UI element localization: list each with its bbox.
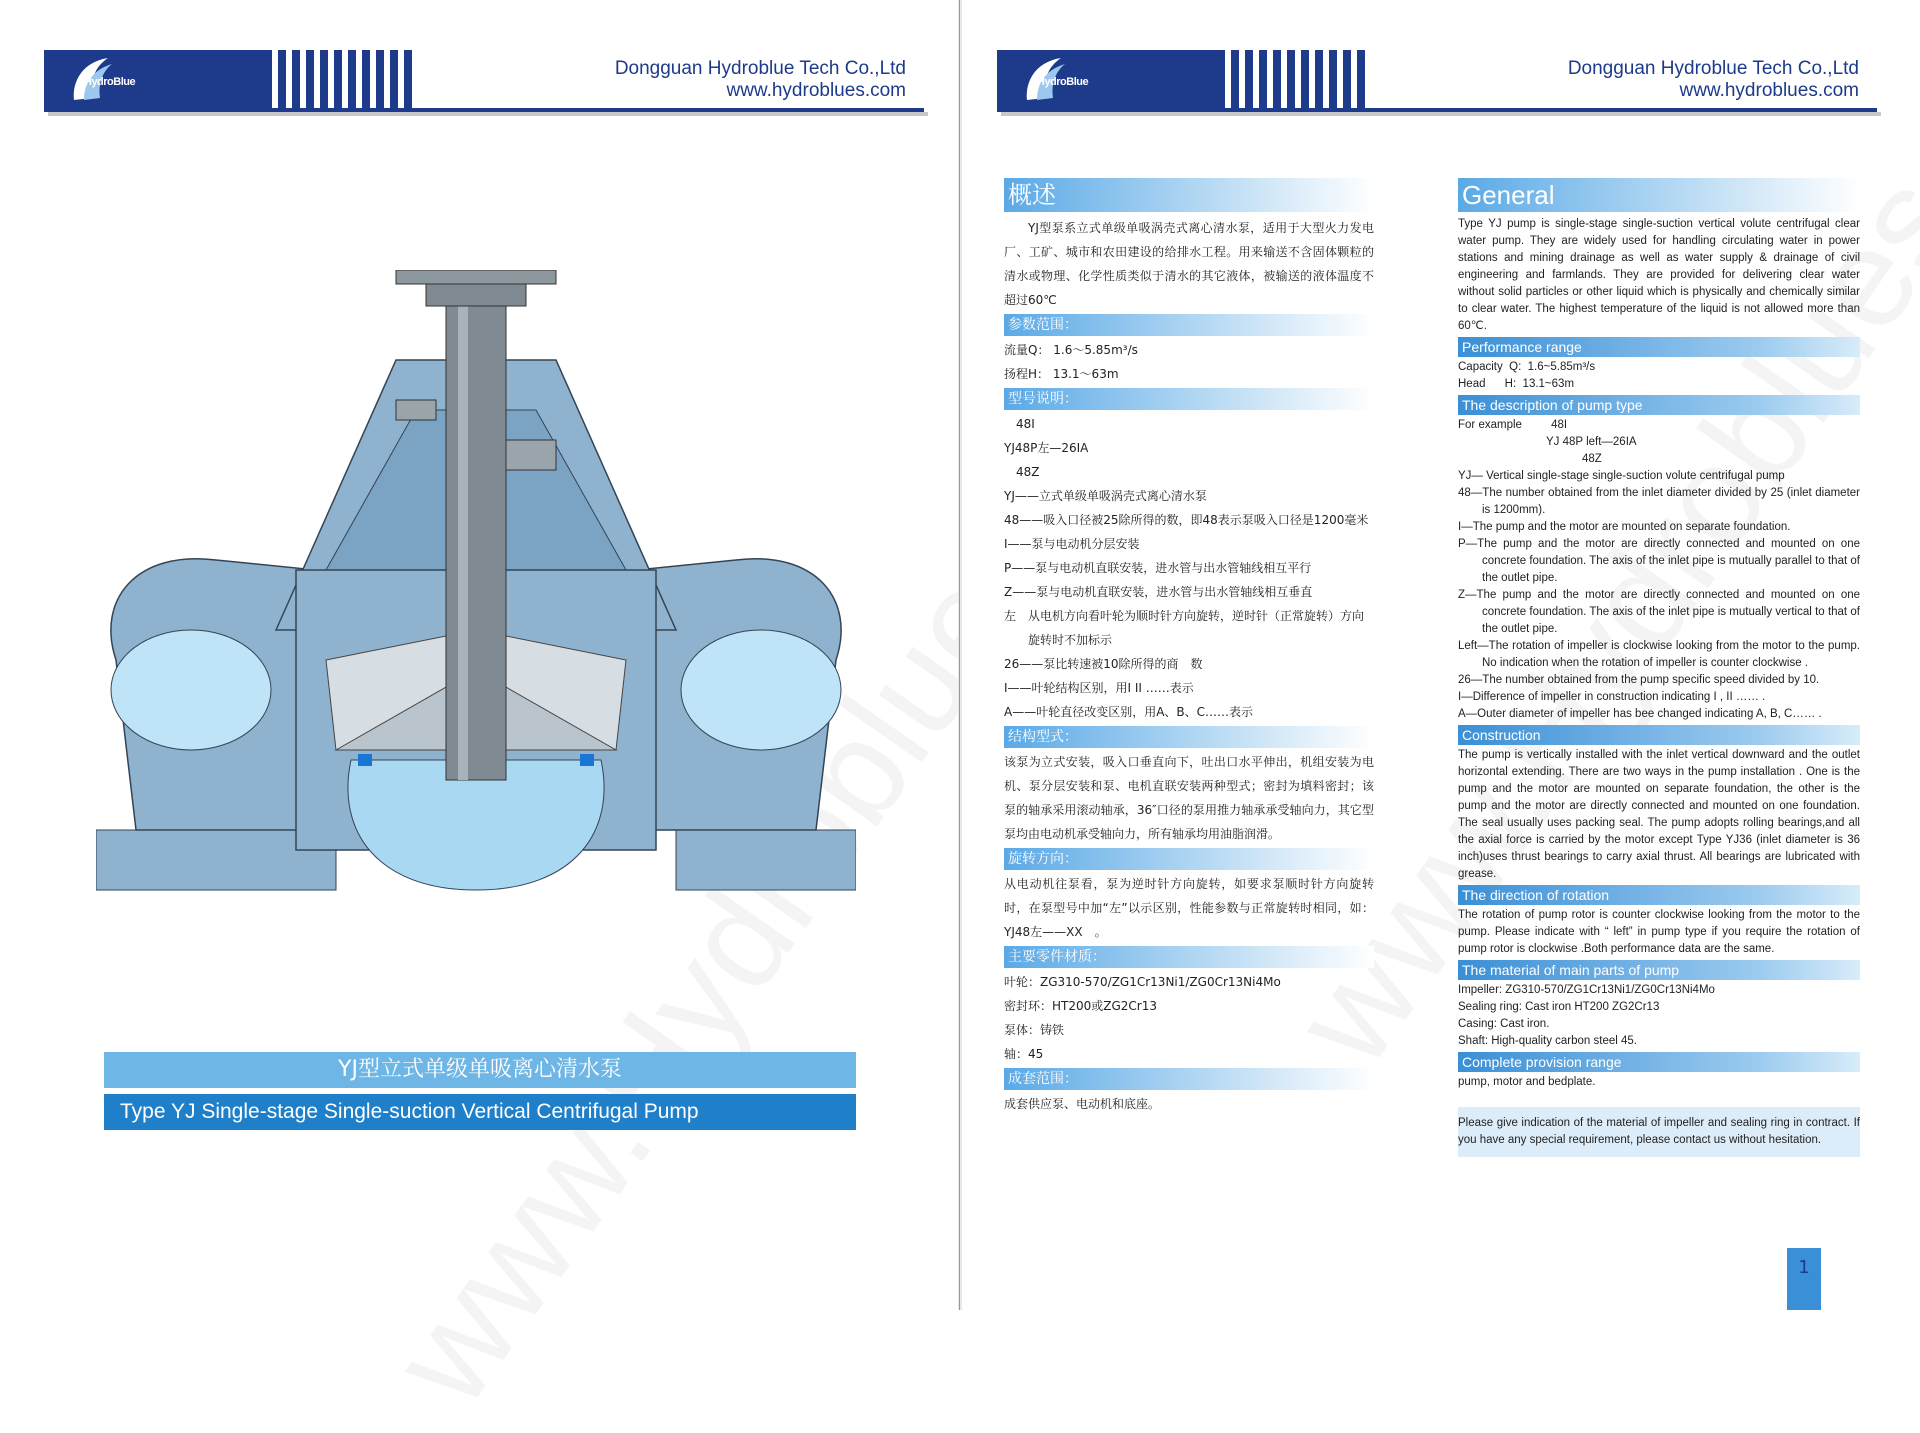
model-line: 48Z	[1016, 465, 1040, 479]
provision-text: pump, motor and bedplate.	[1458, 1076, 1596, 1088]
model-line: I——泵与电动机分层安装	[1004, 537, 1140, 551]
performance-line: Head H: 13.1~63m	[1458, 378, 1575, 390]
model-line: I——叶轮结构区别，用I II ……表示	[1004, 681, 1194, 695]
company-block	[615, 58, 906, 102]
chinese-column	[1004, 178, 1374, 1116]
overview-text-cn: YJ型泵系立式单级单吸涡壳式离心清水泵，适用于大型火力发电厂、工矿、城市和农田建设的给排水工程。用来输送不含固体颗粒的清水或物理、化学性质类似于清水的其它液体，被输送的液体温度不超过60℃	[1004, 221, 1374, 307]
general-heading: General	[1458, 178, 1860, 212]
construction-text: The pump is vertically installed with the inlet vertical downward and the outlet horizontal extending. There are two ways in the pump installation . One is the pump and the motor are mounted on separate foundation, the other is the pump and the motor are directly connected and mounted on one foundation. The seal usually uses packing seal. The pump adopts rolling bearings,and all the axial force is carried by the motor except Type YJ36 (inlet diameter is 36 inch)uses thrust bearings to carry axial thrust. All bearings are lubricated with grease.	[1458, 749, 1860, 880]
contract-note: Please give indication of the material of impeller and sealing ring in contract. If you have any special requirement, please contact us without hesitation.	[1458, 1117, 1860, 1146]
company-name: Dongguan Hydroblue Tech Co.,Ltd	[614, 58, 906, 79]
desc-line: 48—The number obtained from the inlet diameter divided by 25 (inlet diameter is 1200mm).	[1458, 487, 1860, 516]
model-heading-cn: 型号说明：	[1004, 388, 1374, 410]
example-row	[1458, 417, 1860, 434]
model-line: 左 从电机方向看叶轮为顺时针方向旋转，逆时针（正常旋转）方向旋转时不加标示	[1004, 609, 1365, 647]
supply-heading-cn: 成套范围：	[1004, 1068, 1374, 1090]
model-line: YJ48P左—26IA	[1004, 441, 1089, 455]
example-line: 48I	[1551, 419, 1568, 431]
rotation-heading: The direction of rotation	[1458, 885, 1860, 905]
model-line: 26——泵比转速被10除所得的商 数	[1004, 657, 1203, 671]
model-line: P——泵与电动机直联安装，进水管与出水管轴线相互平行	[1004, 561, 1312, 575]
desc-line: YJ— Vertical single-stage single-suction volute centrifugal pump	[1458, 470, 1785, 482]
desc-line: I—Difference of impeller in construction indicating I , II …… .	[1458, 691, 1766, 703]
right-page	[962, 0, 1920, 1310]
model-line: Z——泵与电动机直联安装，进水管与出水管轴线相互垂直	[1004, 585, 1313, 599]
company-block	[1568, 58, 1859, 102]
range-line: 扬程H： 13.1～63m	[1004, 367, 1119, 381]
structure-text-cn: 该泵为立式安装，吸入口垂直向下，吐出口水平伸出，机组安装为电机、泵分层安装和泵、电机直联安装两种型式；密封为填料密封；该泵的轴承采用滚动轴承，36″口径的泵用推力轴承承受轴向力，其它型泵均由电动机承受轴向力，所有轴承均用油脂润滑。	[1004, 755, 1374, 841]
pump-type-heading: The description of pump type	[1458, 395, 1860, 415]
desc-line: 26—The number obtained from the pump specific speed divided by 10.	[1458, 674, 1820, 686]
rotation-heading-cn: 旋转方向：	[1004, 848, 1374, 870]
performance-line: Capacity Q: 1.6~5.85m³/s	[1458, 361, 1596, 373]
desc-line: Left—The rotation of impeller is clockwise looking from the motor to the pump. No indication when the rotation of impeller is counter clockwise .	[1458, 640, 1860, 669]
logo-text: HydroBlue	[1037, 76, 1089, 88]
supply-text-cn: 成套供应泵、电动机和底座。	[1004, 1097, 1161, 1111]
english-column	[1458, 178, 1860, 1157]
material-line: 轴：45	[1004, 1047, 1044, 1061]
pump-cross-section-illustration	[96, 270, 856, 900]
general-text: Type YJ pump is single-stage single-suction vertical volute centrifugal clear water pump. They are widely used for handling circulating water in power stations and mining drainage as well as water supply & drainage of civil engineering and farmlands. They are provided for delivering clear water without solid particles or other liquid which is physically and chemically similar to clear water. The highest temperature of the liquid is not allowed more than 60℃.	[1458, 218, 1860, 332]
material-line: 泵体：铸铁	[1004, 1023, 1065, 1037]
model-line: YJ——立式单级单吸涡壳式离心清水泵	[1004, 489, 1207, 503]
material-line: 叶轮：ZG310-570/ZG1Cr13Ni1/ZG0Cr13Ni4Mo	[1004, 975, 1281, 989]
title-english: Type YJ Single-stage Single-suction Vertical Centrifugal Pump	[104, 1094, 856, 1130]
material-line: Impeller: ZG310-570/ZG1Cr13Ni1/ZG0Cr13Ni4Mo	[1458, 984, 1715, 996]
material-line: Shaft: High-quality carbon steel 45.	[1458, 1035, 1637, 1047]
header-right	[997, 50, 1877, 114]
logo-text: HydroBlue	[84, 76, 136, 88]
header-left	[44, 50, 924, 114]
model-line: A——叶轮直径改变区别，用A、B、C……表示	[1004, 705, 1254, 719]
example-label: For example	[1458, 419, 1522, 431]
overview-heading-cn: 概述	[1004, 178, 1374, 212]
material-heading: The material of main parts of pump	[1458, 960, 1860, 980]
desc-line: P—The pump and the motor are directly connected and mounted on one concrete foundation. The axis of the inlet pipe is mutually parallel to that of the outlet pipe.	[1458, 538, 1860, 584]
example-line: 48Z	[1582, 453, 1602, 465]
material-line: Sealing ring: Cast iron HT200 ZG2Cr13	[1458, 1001, 1660, 1013]
rotation-text-cn: 从电动机往泵看，泵为逆时针方向旋转，如要求泵顺时针方向旋转时，在泵型号中加“左”以示区别，性能参数与正常旋转时相同，如：YJ48左——XX 。	[1004, 877, 1374, 939]
model-line: 48——吸入口径被25除所得的数，即48表示泵吸入口径是1200毫米	[1004, 513, 1369, 527]
construction-heading: Construction	[1458, 725, 1860, 745]
rotation-text: The rotation of pump rotor is counter clockwise looking from the motor to the pump. Please indicate with “ left” in pump type if you require the rotation of pump rotor is clockwise .Both performance data are the same.	[1458, 909, 1860, 955]
range-heading-cn: 参数范围：	[1004, 314, 1374, 336]
desc-line: I—The pump and the motor are mounted on separate foundation.	[1458, 521, 1791, 533]
material-line: 密封环：HT200或ZG2Cr13	[1004, 999, 1157, 1013]
performance-heading: Performance range	[1458, 337, 1860, 357]
contract-note-box	[1458, 1107, 1860, 1157]
company-website[interactable]: www.hydroblues.com	[1679, 80, 1859, 101]
company-website[interactable]: www.hydroblues.com	[726, 80, 906, 101]
range-line: 流量Q： 1.6～5.85m³/s	[1004, 343, 1138, 357]
provision-heading: Complete provision range	[1458, 1052, 1860, 1072]
model-line: 48I	[1016, 417, 1035, 431]
material-line: Casing: Cast iron.	[1458, 1018, 1550, 1030]
material-heading-cn: 主要零件材质：	[1004, 946, 1374, 968]
page-number: 1	[1787, 1248, 1821, 1310]
desc-line: A—Outer diameter of impeller has bee changed indicating A, B, C…… .	[1458, 708, 1822, 720]
desc-line: Z—The pump and the motor are directly connected and mounted on one concrete foundation. The axis of the inlet pipe is mutually vertical to that of the outlet pipe.	[1458, 589, 1860, 635]
structure-heading-cn: 结构型式：	[1004, 726, 1374, 748]
company-name: Dongguan Hydroblue Tech Co.,Ltd	[1567, 58, 1859, 79]
example-line: YJ 48P left—26IA	[1546, 436, 1637, 448]
title-chinese: YJ型立式单级单吸离心清水泵	[104, 1052, 856, 1088]
left-page	[0, 0, 958, 1310]
